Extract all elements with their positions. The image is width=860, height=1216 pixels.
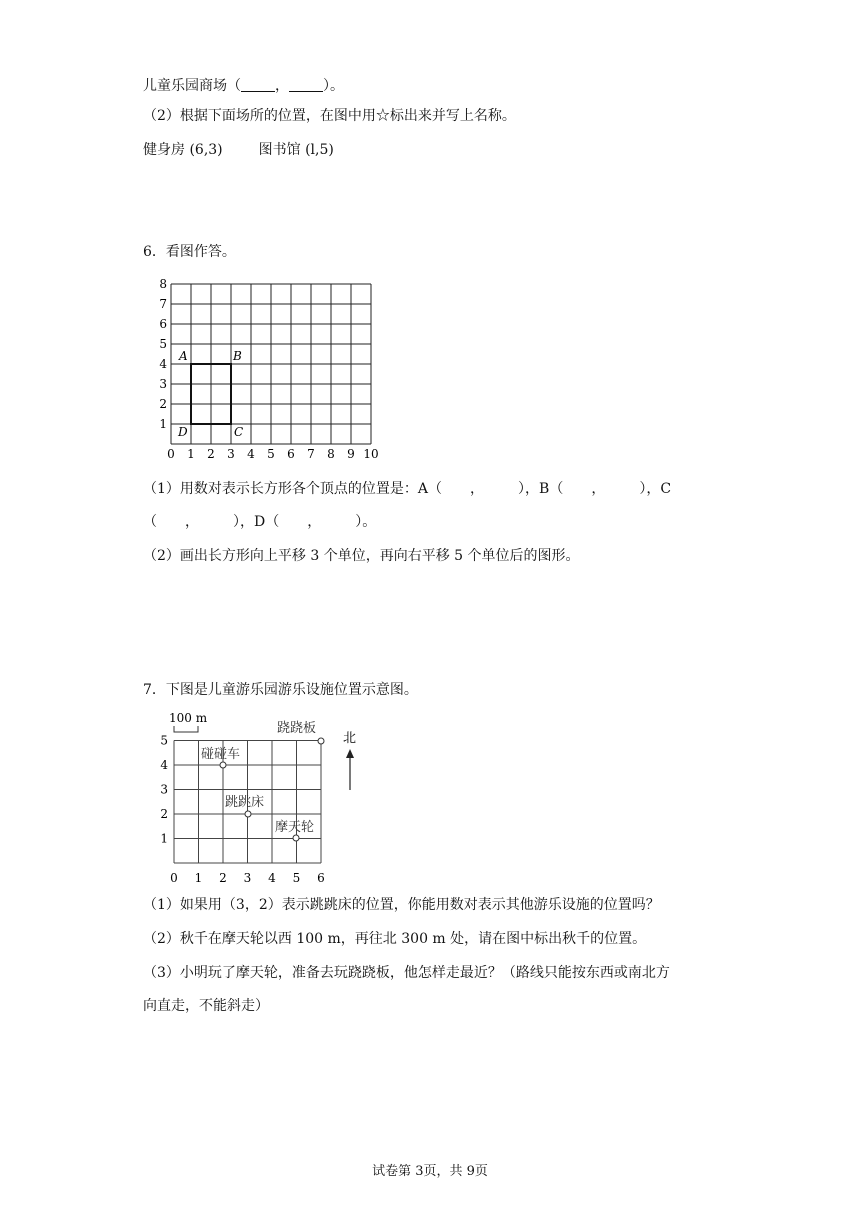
q7-bumper-label: 碰碰车 (201, 747, 241, 762)
q6-y-tick: 1 (159, 417, 167, 431)
q7-trampoline-label: 跳跳床 (225, 795, 265, 810)
q6-x-tick: 6 (287, 447, 295, 461)
q6-y-tick: 5 (159, 337, 167, 351)
q6-x-tick: 2 (207, 447, 215, 461)
q7-y-tick: 4 (160, 758, 168, 772)
q6-sep-b: ， (591, 481, 606, 497)
q5-line1-text: 儿童乐园商场（ (143, 78, 241, 94)
q6-y-ticks (159, 277, 167, 431)
q5-place-library: 图书馆 (l,5) (258, 142, 334, 158)
q5-blank-1[interactable] (241, 77, 275, 92)
q7-y-ticks (160, 734, 168, 846)
q5-blank-2[interactable] (289, 77, 323, 92)
q6-part2: （2）画出长方形向上平移 3 个单位，再向右平移 5 个单位后的图形。 (143, 548, 580, 564)
q6-label-b: B (233, 349, 242, 363)
q7-north-arrowhead (346, 749, 354, 758)
q7-x-tick: 6 (317, 871, 325, 885)
q7-seesaw-point (318, 738, 324, 744)
q6-title: 6．看图作答。 (143, 244, 236, 260)
q6-y-tick: 2 (159, 397, 167, 411)
q5-places (143, 140, 334, 160)
q7-map-figure (155, 706, 375, 888)
q6-x-tick: 0 (167, 447, 175, 461)
q7-x-tick: 5 (292, 871, 301, 885)
q6-x-tick: 3 (227, 447, 235, 461)
q6-y-tick: 6 (159, 317, 167, 331)
q6-label-a: A (179, 349, 188, 363)
q7-x-tick: 1 (194, 871, 203, 885)
q6-sep-d: ， (307, 514, 322, 530)
q5-answer-line (143, 76, 344, 96)
q6-y-tick: 7 (159, 297, 167, 311)
q7-part3-line1: （3）小明玩了摩天轮，准备去玩跷跷板，他怎样走最近？（路线只能按东西或南北方 (143, 965, 670, 981)
q6-part1-d: （ (143, 514, 157, 530)
q7-x-tick: 3 (243, 871, 252, 885)
q7-seesaw-label: 跷跷板 (277, 721, 317, 736)
q6-y-tick: 3 (159, 377, 167, 391)
q6-x-tick: 8 (327, 447, 335, 461)
q6-x-tick: 10 (363, 447, 379, 461)
q6-x-ticks (167, 447, 378, 461)
q7-trampoline-point (245, 811, 251, 817)
q7-part2: （2）秋千在摩天轮以西 100 m，再往北 300 m 处，请在图中标出秋千的位置。 (143, 931, 647, 947)
q7-x-ticks (170, 871, 325, 885)
q5-place-gym: 健身房 (6,3) (143, 142, 223, 158)
q6-x-tick: 7 (307, 447, 315, 461)
page-footer: 试卷第 3页，共 9页 (372, 1164, 488, 1179)
q7-part1: （1）如果用（3，2）表示跳跳床的位置，你能用数对表示其他游乐设施的位置吗？ (143, 897, 660, 913)
q7-north-label: 北 (343, 731, 357, 746)
q7-y-tick: 1 (160, 831, 168, 846)
q6-sep-a: ， (470, 481, 485, 497)
q5-line1-sep: ， (275, 78, 289, 94)
q6-part1-e: ），D（ (233, 514, 280, 530)
q5-line1-end: ）。 (323, 78, 344, 94)
q6-sep-c: ， (185, 514, 199, 530)
q6-label-d: D (178, 425, 188, 439)
q6-part1-c: ），C (639, 481, 672, 497)
q6-x-tick: 9 (347, 447, 355, 461)
q6-part1-line1 (143, 479, 671, 499)
q6-part1-a: （1）用数对表示长方形各个顶点的位置是：A（ (143, 481, 443, 497)
q7-ferris-point (293, 835, 299, 841)
q6-y-tick: 8 (159, 277, 167, 291)
q6-part1-b: ），B（ (518, 481, 564, 497)
q6-label-c: C (234, 425, 244, 439)
q6-x-tick: 1 (187, 447, 195, 461)
q7-y-tick: 5 (160, 733, 168, 748)
q6-x-tick: 4 (247, 447, 255, 461)
q7-bumper-point (220, 762, 226, 768)
q7-x-tick: 2 (219, 871, 227, 885)
q7-title: 7．下图是儿童游乐园游乐设施位置示意图。 (143, 682, 418, 698)
q7-part3-line2: 向直走，不能斜走） (143, 998, 269, 1014)
q7-ferris-label: 摩天轮 (275, 820, 315, 835)
q7-x-tick: 0 (170, 871, 178, 885)
q7-y-tick: 3 (160, 782, 168, 797)
q6-grid-figure (155, 274, 385, 464)
q5-part2: （2）根据下面场所的位置，在图中用☆标出来并写上名称。 (143, 108, 516, 124)
q7-y-tick: 2 (160, 807, 168, 821)
q6-y-tick: 4 (159, 357, 167, 371)
q7-x-tick: 4 (268, 871, 276, 885)
q7-scale-label: 100 m (169, 711, 208, 725)
q7-scale-bar (174, 726, 198, 732)
q6-part1-end: ）。 (355, 514, 377, 530)
q6-part1-line2 (143, 512, 376, 532)
q6-x-tick: 5 (267, 447, 275, 461)
